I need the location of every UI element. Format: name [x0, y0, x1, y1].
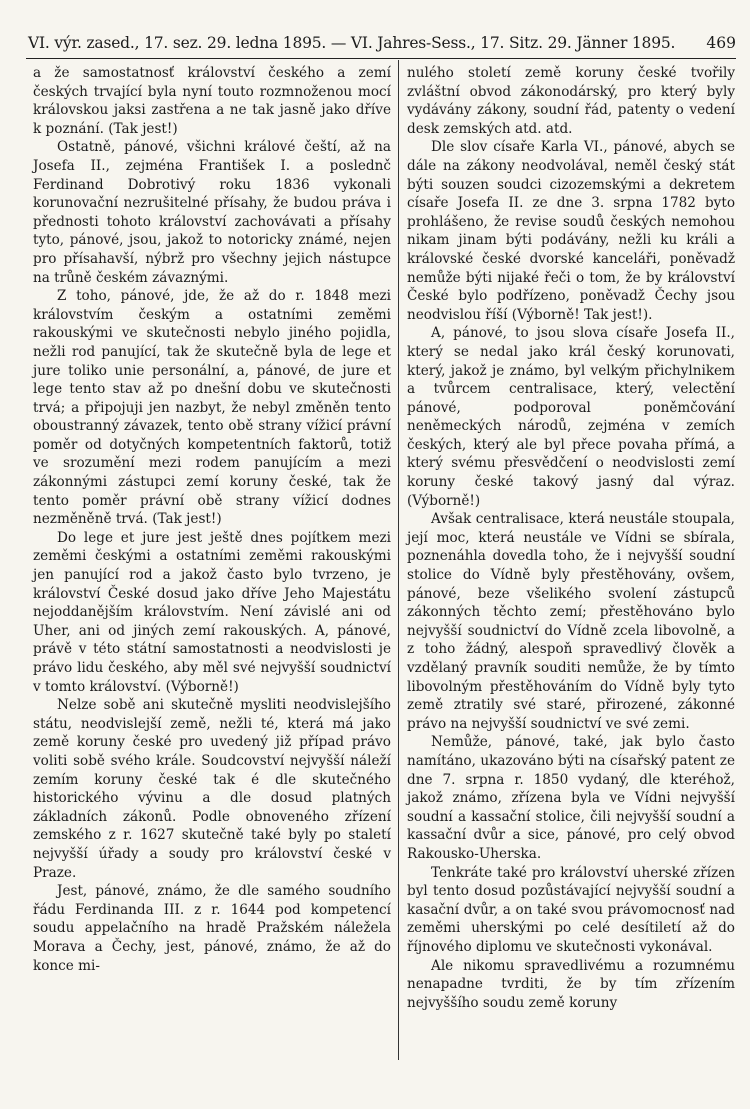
header-rule	[26, 58, 736, 59]
paragraph: Tenkráte také pro království uherské zřízen byl tento dosud pozůstávající nejvyšší soudní a kasační dvůr, a on také svou právomocnosť nad zeměmi uherskými po celé desítiletí až do říjnového diplomu ve skutečnosti vykonával.	[407, 864, 735, 955]
left-column	[33, 64, 391, 975]
right-column	[407, 64, 735, 1012]
paragraph: Ostatně, pánové, všichni králové čeští, až na Josefa II., zejména František I. a poslednč Ferdinand Dobrotivý roku 1836 vykonali korunovační nezrušitelné přísahy, že budou práva i přednosti tohoto království zachovávati a přísahy tyto, pánové, jsou, jakož to notoricky známé, nejen pro přísahavší, nýbrž pro všechny jejich nástupce na trůně českém závaznými.	[33, 139, 391, 286]
paragraph: Ale nikomu spravedlivému a rozumnému nenapadne tvrditi, že by tím zřízením nejvyššího soudu země koruny	[407, 957, 735, 1011]
paragraph: Avšak centralisace, která neustále stoupala, její moc, která neustále ve Vídni se sbírala, poznenáhla dovedla toho, že i nejvyšší soudní stolice do Vídně byly přestěhovány, ovšem, pánové, beze všelikého svolení zástupců zákonných těchto zemí; přestěhováno bylo nejvyšší soudnictví do Vídně zcela libovolně, a z toho žádný, alespoň spravedlivý člověk a vzdělaný pravník souditi nemůže, že by tímto libovolným přestěhováním do Vídně byly tyto země ztratily své staré, přirozené, zákonné právo na nejvyšší soudnictví ve své zemi.	[407, 511, 735, 732]
paragraph: Do lege et jure jest ještě dnes pojítkem mezi zeměmi českými a ostatními zeměmi rakouskými jen panující rod a jakož často bylo tvrzeno, je království České dosud jako dříve Jeho Majestátu nejoddanějším královstvím. Není závislé ani od Uher, ani od jiných zemí rakouských. A, pánové, právě v této státní samostatnosti a neodvislosti je právo lidu českého, aby měl své nejvyšší soudnictví v tomto království. (Výborně!)	[33, 529, 391, 695]
paragraph: Jest, pánové, známo, že dle samého soudního řádu Ferdinanda III. z r. 1644 pod kompetencí soudu appelačního na hradě Pražském náležela Morava a Čechy, jest, pánové, známo, že až do konce mi-	[33, 883, 391, 974]
paragraph: Nelze sobě ani skutečně mysliti neodvislejšího státu, neodvislejší země, nežli té, která má jako země koruny české pro uvedený již případ právo voliti sobě svého krále. Soudcovství nejvyšší náleží zemím koruny české tak é dle skutečného historického vývinu a dle dosud platných základních zákonů. Podle obnoveného zřízení zemského z r. 1627 skutečně také byly po staletí nejvyšší úřady a soudy pro království české v Praze.	[33, 697, 391, 881]
header-title: VI. výr. zased., 17. sez. 29. ledna 1895. — VI. Jahres-Sess., 17. Sitz. 29. Jänner 1895.	[28, 34, 676, 52]
paragraph: a že samostatnosť království českého a zemí českých trvající byla nyní touto rozmnoženou mocí královskou jaksi zastřena a ne tak jasně jako dříve k poznání. (Tak jest!)	[33, 65, 391, 137]
paragraph: A, pánové, to jsou slova císaře Josefa II., který se nedal jako král český korunovati, který, jakož je známo, byl velkým přichylnikem a tvůrcem centralisace, který, velectění pánové, podporoval poněmčování neněmeckých národů, zejména v zemích českých, který ale byl přece povaha přímá, a který svému přesvědčení o neodvislosti zemí koruny české takový jasný dal výraz. (Výborně!)	[407, 325, 735, 509]
paragraph: Z toho, pánové, jde, že až do r. 1848 mezi královstvím českým a ostatními zeměmi rakouskými ve skutečnosti nebylo jiného pojidla, nežli rod panující, tak že skutečně byla de lege et jure toliko unie personální, a, pánové, de jure et lege tento stav až po dnešní dobu ve skutečnosti trvá; a připojuji jen nazbyt, že nebyl změněn tento oboustranný závazek, tento obě strany vížicí právní poměr od dotyčných kompetentních faktorů, totiž ve srozumění mezi rodem panujícím a mezi zákonnými zástupci zemí koruny české, tak že tento poměr právní obě strany vížicí dodnes nezměněně trvá. (Tak jest!)	[33, 288, 391, 528]
column-divider	[398, 60, 399, 1060]
paragraph: nulého století země koruny české tvořily zvláštní obvod zákonodárský, pro který byly vydávány zákony, soudní řád, patenty o vedení desk zemských atd. atd.	[407, 65, 735, 137]
running-header	[0, 30, 750, 56]
paragraph: Dle slov císaře Karla VI., pánové, abych se dále na zákony neodvolával, neměl český stát býti souzen soudci cizozemskými a dekretem císaře Josefa II. ze dne 3. srpna 1782 byto prohlášeno, že revise soudů českých nemohou nikam jinam býti podávány, nežli ku králi a královské české dvorské kanceláři, poněvadž nemůže býti nijaké řeči o tom, že by království České bylo podřízeno, poněvadž Čechy jsou neodvislou říší (Výborně! Tak jest!).	[407, 139, 735, 323]
page-number: 469	[706, 34, 736, 52]
paragraph: Nemůže, pánové, také, jak bylo často namítáno, ukazováno býti na císařský patent ze dne 7. srpna r. 1850 vydaný, dle kteréhož, jakož známo, zřízena byla ve Vídni nejvyšší soudní a kassační stolice, čili nejvyšší soudní a kassační dvůr a sice, pánové, pro celý obvod Rakousko-Uherska.	[407, 734, 735, 862]
